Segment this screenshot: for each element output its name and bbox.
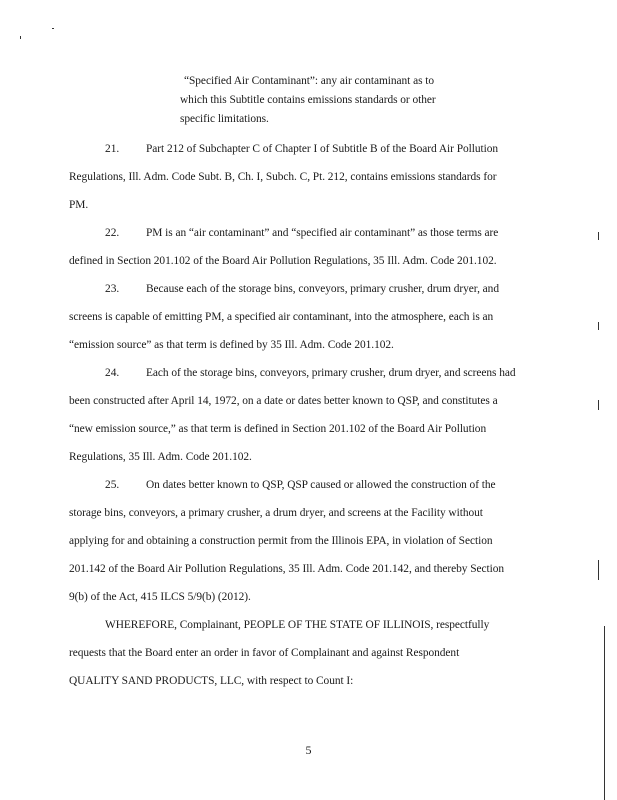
paragraph-line: PM. — [69, 199, 89, 211]
paragraph-number: 24. — [105, 367, 120, 379]
page-number: 5 — [305, 743, 312, 757]
paragraph-line: applying for and obtaining a construction permit from the Illinois EPA, in violation of Section — [69, 535, 493, 547]
scan-mark — [598, 232, 599, 240]
paragraph-line: PM is an “air contaminant” and “specified air contaminant” as those terms are — [146, 227, 499, 239]
paragraph-line: been constructed after April 14, 1972, on a date or dates better known to QSP, and constitutes a — [69, 395, 498, 407]
paragraph-number: 25. — [105, 479, 120, 491]
scan-mark — [598, 322, 599, 330]
paragraph-line: Part 212 of Subchapter C of Chapter I of Subtitle B of the Board Air Pollution — [146, 143, 499, 155]
wherefore-line: QUALITY SAND PRODUCTS, LLC, with respect to Count I: — [69, 675, 354, 687]
scan-mark — [604, 626, 605, 800]
paragraph-line: Each of the storage bins, conveyors, primary crusher, drum dryer, and screens had — [146, 367, 516, 379]
definition-line: which this Subtitle contains emissions standards or other — [180, 94, 436, 106]
paragraph-line: “emission source” as that term is defined by 35 Ill. Adm. Code 201.102. — [69, 339, 394, 351]
paragraph-line: On dates better known to QSP, QSP caused or allowed the construction of the — [146, 479, 496, 491]
scan-mark — [52, 28, 54, 29]
paragraph-line: 201.142 of the Board Air Pollution Regulations, 35 Ill. Adm. Code 201.142, and thereby Section — [69, 563, 505, 575]
paragraph-line: 9(b) of the Act, 415 ILCS 5/9(b) (2012). — [69, 591, 251, 603]
wherefore-line: requests that the Board enter an order in favor of Complainant and against Respondent — [69, 647, 460, 659]
paragraph-line: screens is capable of emitting PM, a specified air contaminant, into the atmosphere, each is an — [69, 311, 494, 323]
scan-mark — [598, 560, 599, 580]
paragraph-number: 23. — [105, 283, 120, 295]
wherefore-line: WHEREFORE, Complainant, PEOPLE OF THE STATE OF ILLINOIS, respectfully — [105, 619, 490, 631]
paragraph-line: Regulations, Ill. Adm. Code Subt. B, Ch. I, Subch. C, Pt. 212, contains emissions standards for — [69, 171, 497, 183]
definition-line: specific limitations. — [180, 113, 269, 125]
paragraph-number: 22. — [105, 227, 120, 239]
paragraph-line: defined in Section 201.102 of the Board Air Pollution Regulations, 35 Ill. Adm. Code 201.102. — [69, 255, 497, 267]
paragraph-line: Because each of the storage bins, conveyors, primary crusher, drum dryer, and — [146, 283, 499, 295]
paragraph-number: 21. — [105, 143, 120, 155]
paragraph-line: Regulations, 35 Ill. Adm. Code 201.102. — [69, 451, 252, 463]
scan-mark — [20, 36, 21, 39]
definition-line: “Specified Air Contaminant”: any air contaminant as to — [184, 75, 435, 87]
scan-mark — [598, 400, 599, 410]
paragraph-line: storage bins, conveyors, a primary crusher, a drum dryer, and screens at the Facility without — [69, 507, 483, 519]
paragraph-line: “new emission source,” as that term is defined in Section 201.102 of the Board Air Pollution — [69, 423, 487, 435]
